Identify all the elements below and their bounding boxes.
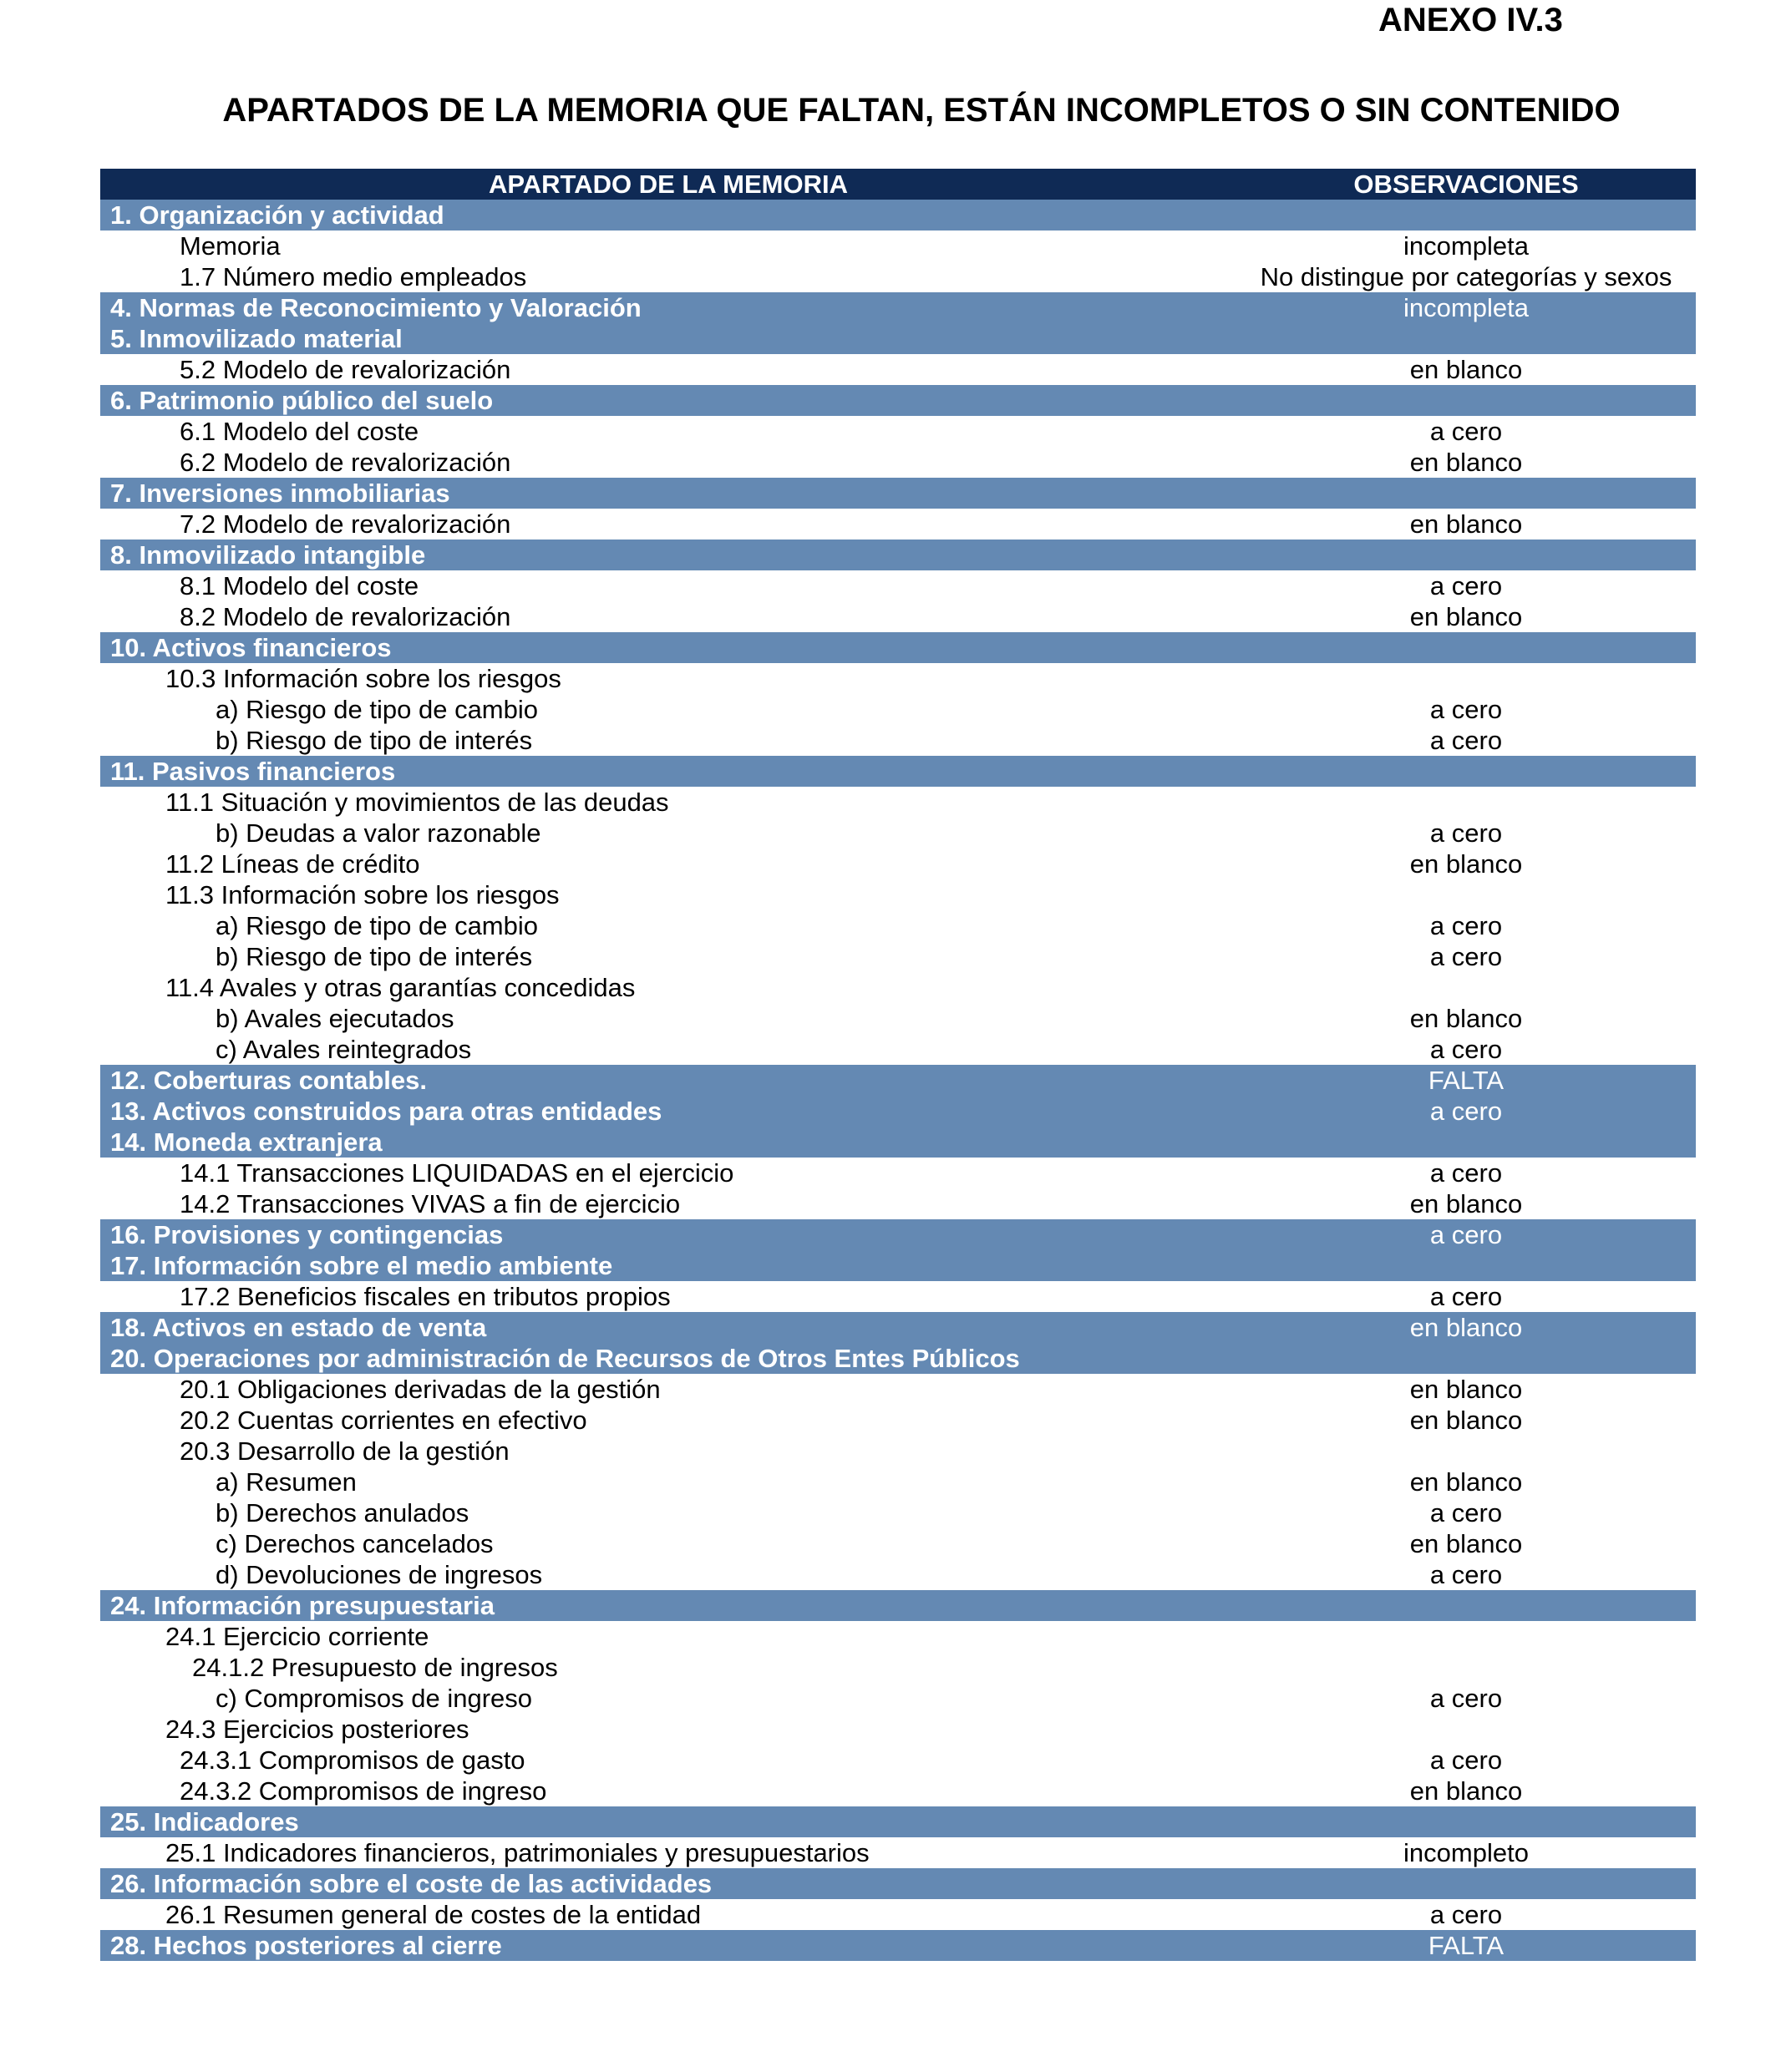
- apartado-cell: b) Riesgo de tipo de interés: [216, 726, 533, 755]
- apartado-cell: b) Deudas a valor razonable: [216, 818, 541, 848]
- table-row: [100, 601, 1696, 632]
- observacion-cell: en blanco: [1409, 1776, 1523, 1806]
- observacion-cell: en blanco: [1409, 1004, 1523, 1033]
- apartado-cell: 25. Indicadores: [110, 1807, 299, 1836]
- table-row: [100, 1467, 1696, 1497]
- apartado-cell: 20.2 Cuentas corrientes en efectivo: [180, 1406, 587, 1435]
- apartado-cell: 6. Patrimonio público del suelo: [110, 386, 494, 415]
- table-row: [100, 1528, 1696, 1559]
- observacion-cell: [1236, 1590, 1696, 1621]
- apartado-cell: 26.1 Resumen general de costes de la entidad: [165, 1900, 702, 1929]
- table-row: [100, 447, 1696, 478]
- apartado-cell: 24.1 Ejercicio corriente: [165, 1622, 429, 1651]
- table-row: [100, 849, 1696, 879]
- apartado-cell: 10. Activos financieros: [110, 633, 392, 662]
- observacion-cell: en blanco: [1409, 1189, 1523, 1218]
- observacion-cell: FALTA: [1428, 1931, 1505, 1960]
- observacion-cell: a cero: [1429, 1900, 1503, 1929]
- observacion-cell: a cero: [1429, 911, 1503, 940]
- apartado-cell: 24.3 Ejercicios posteriores: [165, 1715, 469, 1744]
- section-row: [100, 1930, 1696, 1961]
- table-row: [100, 694, 1696, 725]
- section-row: [100, 1806, 1696, 1837]
- table-row: [100, 879, 1696, 910]
- section-row: [100, 540, 1696, 570]
- observacion-cell: [1236, 1127, 1696, 1158]
- apartado-cell: b) Avales ejecutados: [216, 1004, 454, 1033]
- observacion-cell: [1236, 632, 1696, 663]
- table-row: [100, 910, 1696, 941]
- apartado-cell: 5.2 Modelo de revalorización: [180, 355, 511, 384]
- apartado-cell: 6.2 Modelo de revalorización: [180, 448, 511, 477]
- observacion-cell: [1236, 972, 1696, 1003]
- section-row: [100, 1096, 1696, 1127]
- observacion-cell: [1236, 1250, 1696, 1281]
- observacion-cell: [1236, 478, 1696, 509]
- table-row: [100, 1374, 1696, 1405]
- apartado-cell: Memoria: [180, 231, 281, 261]
- section-row: [100, 292, 1696, 323]
- apartado-cell: 20.3 Desarrollo de la gestión: [180, 1436, 510, 1466]
- section-row: [100, 1250, 1696, 1281]
- section-row: [100, 756, 1696, 787]
- table-row: [100, 1034, 1696, 1065]
- observacion-cell: a cero: [1429, 1498, 1503, 1527]
- apartado-cell: 12. Coberturas contables.: [110, 1066, 428, 1095]
- table-row: [100, 1776, 1696, 1806]
- table-row: [100, 1714, 1696, 1745]
- table-row: [100, 972, 1696, 1003]
- apartado-cell: 11.1 Situación y movimientos de las deudas: [165, 788, 669, 817]
- table-row: [100, 1405, 1696, 1436]
- col-apartado-header: APARTADO DE LA MEMORIA: [489, 170, 848, 199]
- table-row: [100, 354, 1696, 385]
- apartado-cell: c) Derechos cancelados: [216, 1529, 494, 1558]
- apartado-cell: 26. Información sobre el coste de las actividades: [110, 1869, 713, 1898]
- observacion-cell: en blanco: [1409, 1375, 1523, 1404]
- observacion-cell: a cero: [1429, 1097, 1503, 1126]
- section-row: [100, 200, 1696, 231]
- observacion-cell: en blanco: [1409, 1313, 1523, 1342]
- table-row: [100, 1652, 1696, 1683]
- observacion-cell: en blanco: [1409, 1467, 1523, 1497]
- observacion-cell: [1236, 756, 1696, 787]
- apartado-cell: 8.2 Modelo de revalorización: [180, 602, 511, 631]
- observacion-cell: [1236, 200, 1696, 231]
- table-row: [100, 231, 1696, 261]
- table-row: [100, 941, 1696, 972]
- apartado-cell: 8. Inmovilizado intangible: [110, 540, 426, 570]
- observacion-cell: incompleto: [1403, 1838, 1529, 1867]
- observacion-cell: [1236, 1343, 1696, 1374]
- observacion-cell: en blanco: [1409, 448, 1523, 477]
- apartado-cell: 1. Organización y actividad: [110, 200, 444, 230]
- apartado-cell: a) Riesgo de tipo de cambio: [216, 911, 539, 940]
- observacion-cell: en blanco: [1409, 602, 1523, 631]
- observacion-cell: incompleta: [1403, 293, 1529, 322]
- observacion-cell: [1236, 1806, 1696, 1837]
- observacion-cell: a cero: [1429, 726, 1503, 755]
- section-row: [100, 385, 1696, 416]
- apartado-cell: 11.4 Avales y otras garantías concedidas: [165, 973, 636, 1002]
- table-row: [100, 416, 1696, 447]
- apartado-cell: 13. Activos construidos para otras entidades: [110, 1097, 662, 1126]
- table-header: [100, 169, 1696, 200]
- apartado-cell: 11. Pasivos financieros: [110, 757, 396, 786]
- table-row: [100, 818, 1696, 849]
- section-row: [100, 1127, 1696, 1158]
- observacion-cell: en blanco: [1409, 849, 1523, 879]
- apartado-cell: 11.2 Líneas de crédito: [165, 849, 420, 879]
- apartado-cell: 17. Información sobre el medio ambiente: [110, 1251, 613, 1280]
- memoria-table: [100, 169, 1696, 1961]
- apartado-cell: 24.1.2 Presupuesto de ingresos: [192, 1653, 558, 1682]
- table-row: [100, 1621, 1696, 1652]
- apartado-cell: c) Compromisos de ingreso: [216, 1684, 533, 1713]
- observacion-cell: [1236, 1436, 1696, 1467]
- observacion-cell: FALTA: [1428, 1066, 1505, 1095]
- table-row: [100, 570, 1696, 601]
- apartado-cell: b) Riesgo de tipo de interés: [216, 942, 533, 971]
- page-title: APARTADOS DE LA MEMORIA QUE FALTAN, ESTÁN INCOMPLETOS O SIN CONTENIDO: [222, 92, 1621, 129]
- observacion-cell: a cero: [1429, 1745, 1503, 1775]
- observacion-cell: incompleta: [1403, 231, 1529, 261]
- observacion-cell: [1236, 1868, 1696, 1899]
- section-row: [100, 1343, 1696, 1374]
- observacion-cell: [1236, 385, 1696, 416]
- table-row: [100, 663, 1696, 694]
- apartado-cell: d) Devoluciones de ingresos: [216, 1560, 543, 1589]
- apartado-cell: b) Derechos anulados: [216, 1498, 469, 1527]
- apartado-cell: 10.3 Información sobre los riesgos: [165, 664, 561, 693]
- observacion-cell: a cero: [1429, 417, 1503, 446]
- col-observaciones-header: OBSERVACIONES: [1353, 170, 1579, 199]
- apartado-cell: a) Riesgo de tipo de cambio: [216, 695, 539, 724]
- table-row: [100, 1281, 1696, 1312]
- apartado-cell: 8.1 Modelo del coste: [180, 571, 419, 600]
- apartado-cell: 24.3.1 Compromisos de gasto: [180, 1745, 525, 1775]
- apartado-cell: 18. Activos en estado de venta: [110, 1313, 487, 1342]
- section-row: [100, 1065, 1696, 1096]
- observacion-cell: a cero: [1429, 571, 1503, 600]
- table-row: [100, 1745, 1696, 1776]
- observacion-cell: a cero: [1429, 695, 1503, 724]
- table-row: [100, 1559, 1696, 1590]
- observacion-cell: [1236, 1652, 1696, 1683]
- section-row: [100, 323, 1696, 354]
- apartado-cell: 14. Moneda extranjera: [110, 1127, 383, 1157]
- observacion-cell: [1236, 787, 1696, 818]
- apartado-cell: 7.2 Modelo de revalorización: [180, 509, 511, 539]
- table-row: [100, 1837, 1696, 1868]
- apartado-cell: 24. Información presupuestaria: [110, 1591, 495, 1620]
- observacion-cell: No distingue por categorías y sexos: [1260, 262, 1672, 291]
- apartado-cell: 20.1 Obligaciones derivadas de la gestión: [180, 1375, 661, 1404]
- observacion-cell: en blanco: [1409, 1529, 1523, 1558]
- apartado-cell: 24.3.2 Compromisos de ingreso: [180, 1776, 547, 1806]
- table-row: [100, 1497, 1696, 1528]
- apartado-cell: 17.2 Beneficios fiscales en tributos propios: [180, 1282, 671, 1311]
- apartado-cell: 6.1 Modelo del coste: [180, 417, 419, 446]
- apartado-cell: 25.1 Indicadores financieros, patrimoniales y presupuestarios: [165, 1838, 870, 1867]
- observacion-cell: a cero: [1429, 1035, 1503, 1064]
- table-row: [100, 1188, 1696, 1219]
- observacion-cell: en blanco: [1409, 509, 1523, 539]
- section-row: [100, 1312, 1696, 1343]
- section-row: [100, 1590, 1696, 1621]
- annex-label: ANEXO IV.3: [1378, 2, 1563, 38]
- observacion-cell: a cero: [1429, 1220, 1503, 1249]
- apartado-cell: 14.1 Transacciones LIQUIDADAS en el ejercicio: [180, 1158, 734, 1188]
- apartado-cell: 1.7 Número medio empleados: [180, 262, 527, 291]
- section-row: [100, 1868, 1696, 1899]
- table-body: [100, 200, 1696, 1961]
- observacion-cell: [1236, 663, 1696, 694]
- apartado-cell: 5. Inmovilizado material: [110, 324, 403, 353]
- observacion-cell: [1236, 1714, 1696, 1745]
- table-row: [100, 1436, 1696, 1467]
- apartado-cell: 11.3 Información sobre los riesgos: [165, 880, 560, 909]
- section-row: [100, 1219, 1696, 1250]
- apartado-cell: 16. Provisiones y contingencias: [110, 1220, 504, 1249]
- table-row: [100, 1158, 1696, 1188]
- table-row: [100, 725, 1696, 756]
- observacion-cell: [1236, 1621, 1696, 1652]
- observacion-cell: [1236, 323, 1696, 354]
- section-row: [100, 478, 1696, 509]
- apartado-cell: 4. Normas de Reconocimiento y Valoración: [110, 293, 642, 322]
- observacion-cell: a cero: [1429, 942, 1503, 971]
- table-row: [100, 1899, 1696, 1930]
- observacion-cell: a cero: [1429, 1282, 1503, 1311]
- table-row: [100, 787, 1696, 818]
- observacion-cell: a cero: [1429, 1560, 1503, 1589]
- apartado-cell: c) Avales reintegrados: [216, 1035, 472, 1064]
- table-row: [100, 261, 1696, 292]
- apartado-cell: 7. Inversiones inmobiliarias: [110, 479, 450, 508]
- table-row: [100, 509, 1696, 540]
- apartado-cell: a) Resumen: [216, 1467, 357, 1497]
- observacion-cell: [1236, 540, 1696, 570]
- apartado-cell: 28. Hechos posteriores al cierre: [110, 1931, 502, 1960]
- apartado-cell: 14.2 Transacciones VIVAS a fin de ejercicio: [180, 1189, 681, 1218]
- apartado-cell: 20. Operaciones por administración de Recursos de Otros Entes Públicos: [110, 1344, 1020, 1373]
- observacion-cell: [1236, 879, 1696, 910]
- observacion-cell: a cero: [1429, 818, 1503, 848]
- table-row: [100, 1683, 1696, 1714]
- table-row: [100, 1003, 1696, 1034]
- observacion-cell: en blanco: [1409, 355, 1523, 384]
- observacion-cell: en blanco: [1409, 1406, 1523, 1435]
- observacion-cell: a cero: [1429, 1158, 1503, 1188]
- observacion-cell: a cero: [1429, 1684, 1503, 1713]
- section-row: [100, 632, 1696, 663]
